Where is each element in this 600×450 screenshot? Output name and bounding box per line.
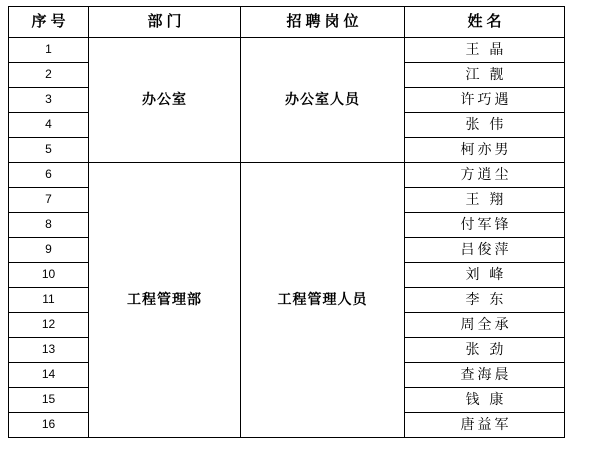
cell-position: 办公室人员: [241, 38, 405, 163]
cell-department: 工程管理部: [89, 163, 241, 438]
table-row: [9, 163, 565, 188]
cell-seq: 6: [9, 163, 89, 188]
cell-department: 办公室: [89, 38, 241, 163]
cell-seq: 16: [9, 413, 89, 438]
table-row: [9, 38, 565, 63]
cell-position: 工程管理人员: [241, 163, 405, 438]
table-body: [9, 38, 565, 438]
cell-seq: 14: [9, 363, 89, 388]
cell-name: 刘 峰: [405, 263, 565, 288]
cell-seq: 1: [9, 38, 89, 63]
cell-seq: 13: [9, 338, 89, 363]
cell-seq: 4: [9, 113, 89, 138]
table-header-row: [9, 7, 565, 38]
cell-name: 方逍尘: [405, 163, 565, 188]
recruitment-table: [8, 6, 565, 438]
column-header-name: 姓名: [405, 7, 565, 38]
cell-name: 付军锋: [405, 213, 565, 238]
cell-seq: 7: [9, 188, 89, 213]
column-header-seq: 序号: [9, 7, 89, 38]
cell-name: 李 东: [405, 288, 565, 313]
cell-name: 唐益军: [405, 413, 565, 438]
cell-seq: 9: [9, 238, 89, 263]
cell-name: 张 劲: [405, 338, 565, 363]
cell-seq: 15: [9, 388, 89, 413]
cell-seq: 5: [9, 138, 89, 163]
cell-name: 钱 康: [405, 388, 565, 413]
cell-seq: 2: [9, 63, 89, 88]
cell-name: 柯亦男: [405, 138, 565, 163]
cell-name: 许巧遇: [405, 88, 565, 113]
cell-name: 张 伟: [405, 113, 565, 138]
cell-name: 王 晶: [405, 38, 565, 63]
cell-seq: 11: [9, 288, 89, 313]
table-header: [9, 7, 565, 38]
cell-seq: 12: [9, 313, 89, 338]
cell-name: 查海晨: [405, 363, 565, 388]
cell-name: 周全承: [405, 313, 565, 338]
column-header-dept: 部门: [89, 7, 241, 38]
cell-name: 王 翔: [405, 188, 565, 213]
column-header-post: 招聘岗位: [241, 7, 405, 38]
cell-seq: 10: [9, 263, 89, 288]
cell-name: 吕俊萍: [405, 238, 565, 263]
cell-seq: 8: [9, 213, 89, 238]
document-page: [0, 6, 600, 450]
cell-name: 江 靓: [405, 63, 565, 88]
cell-seq: 3: [9, 88, 89, 113]
